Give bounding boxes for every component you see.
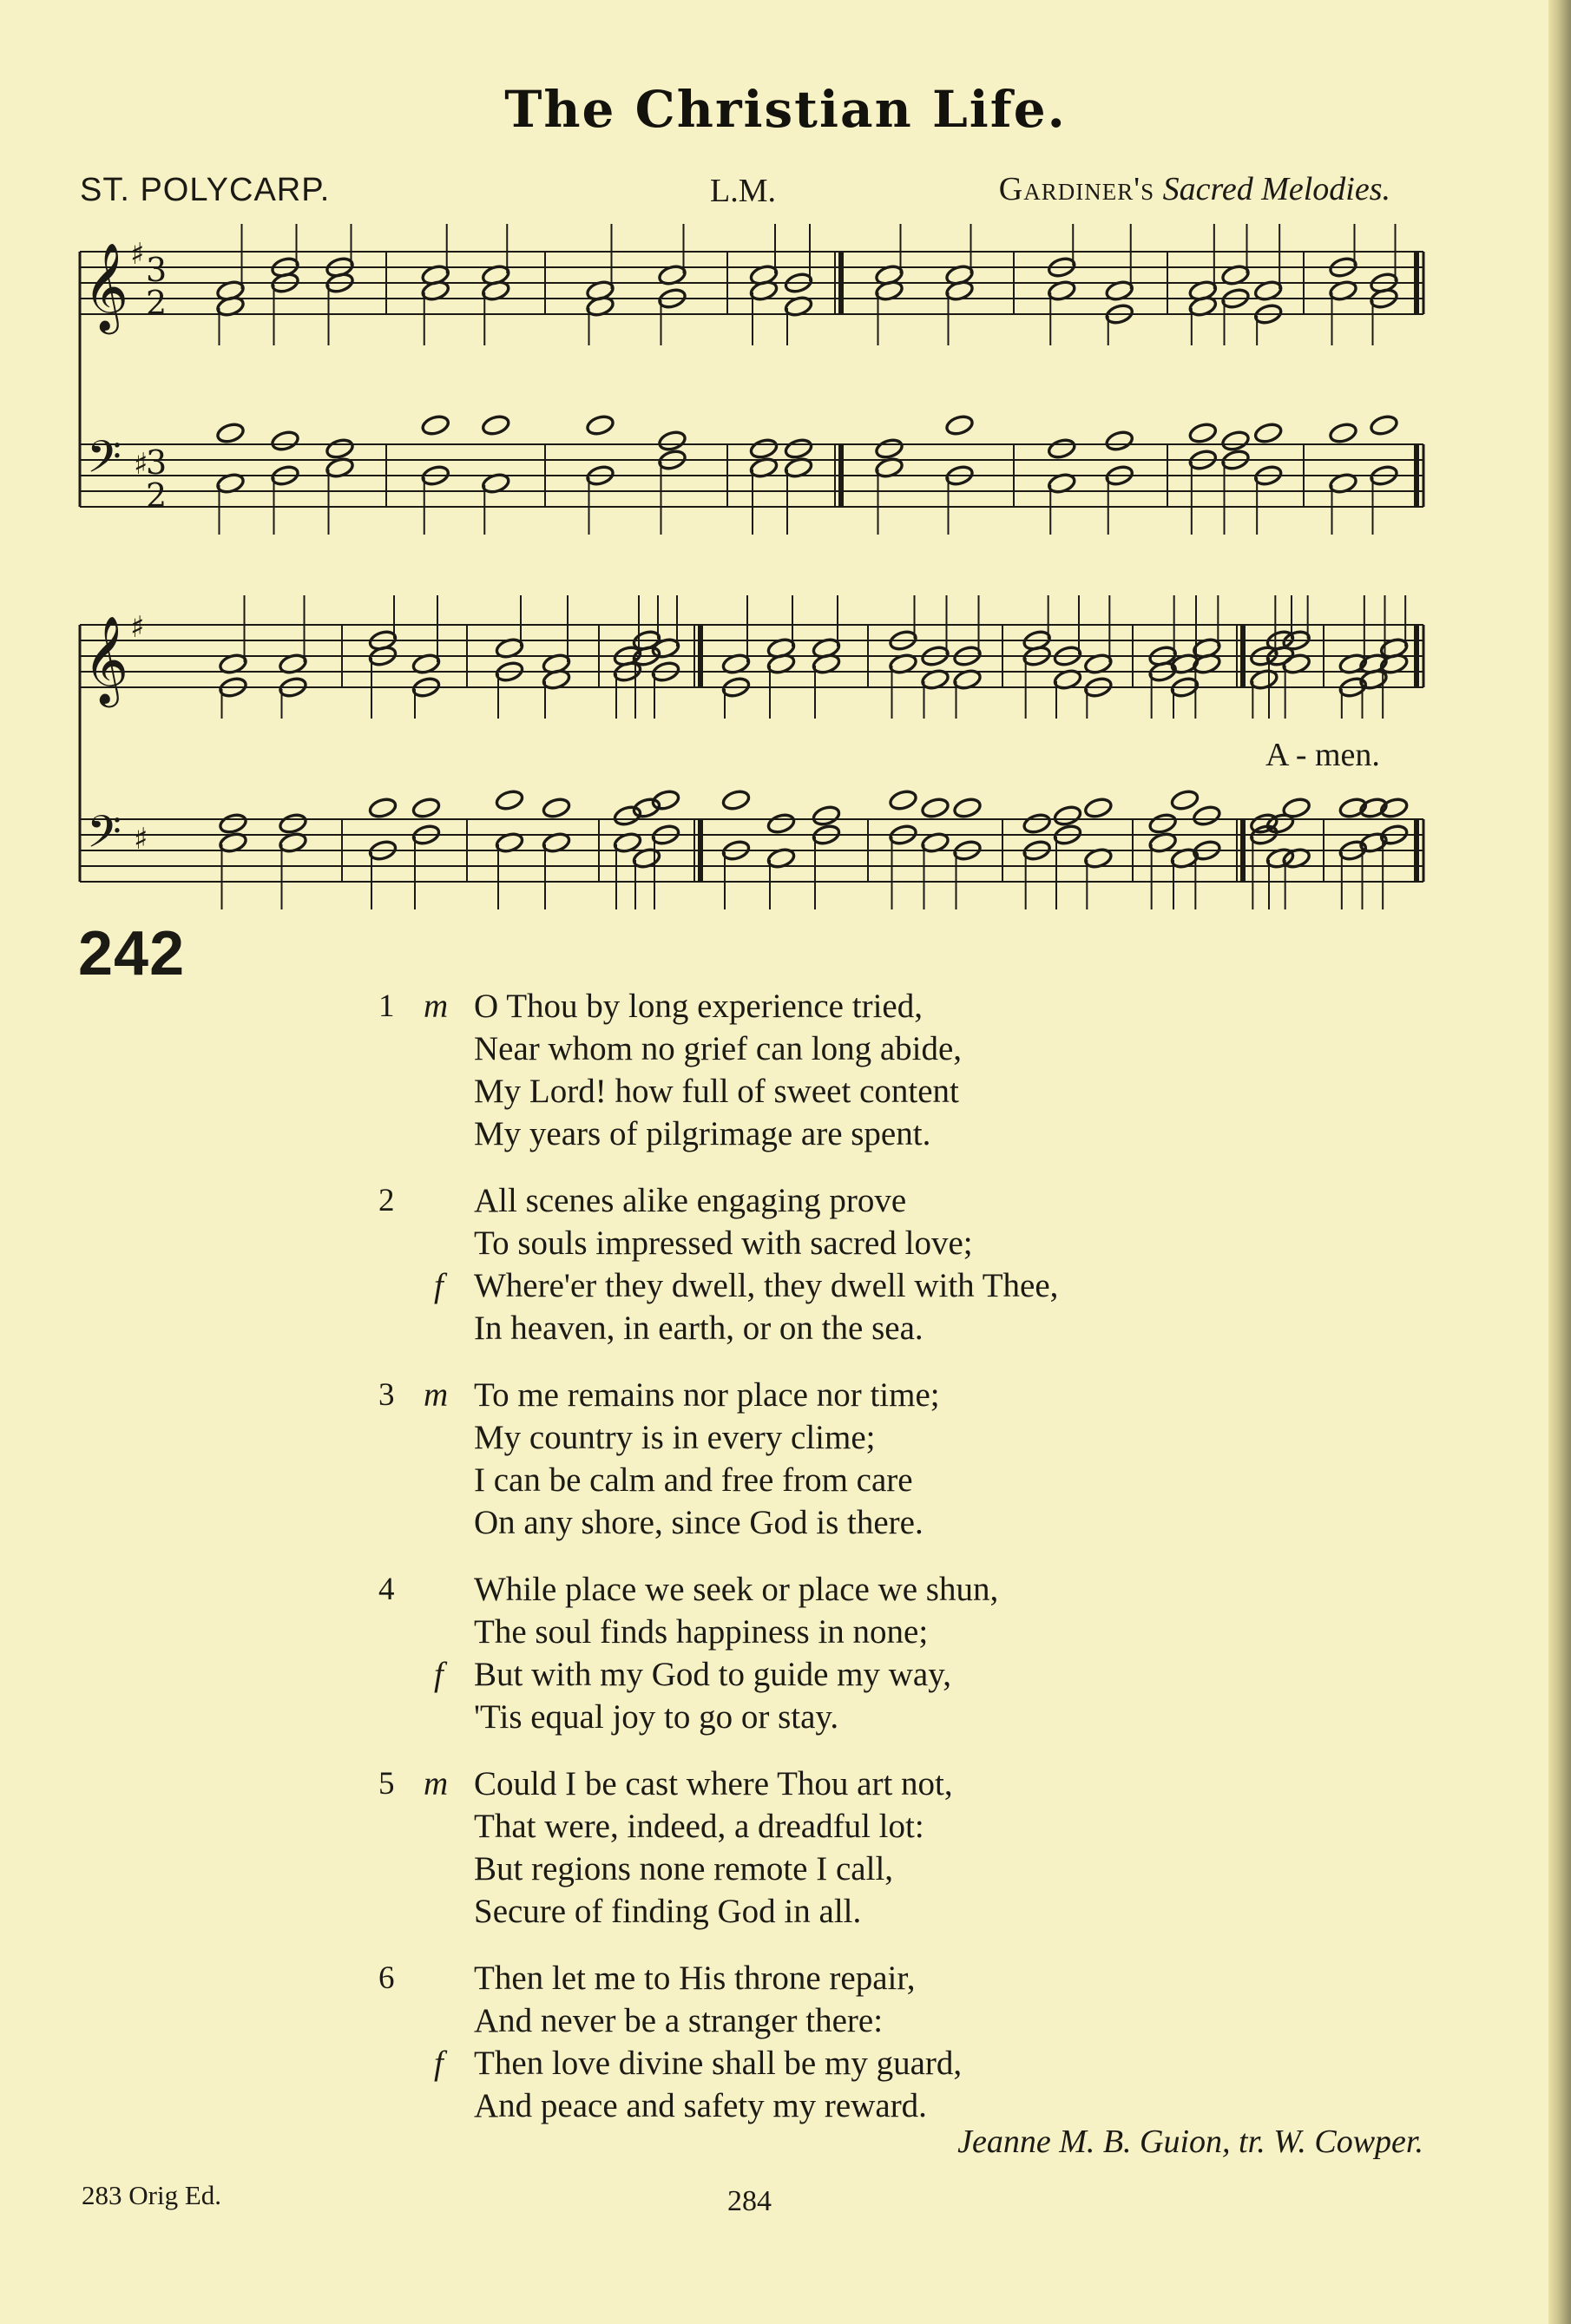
verse-line: I can be calm and free from care <box>474 1461 913 1499</box>
half-note <box>218 812 247 835</box>
half-note <box>1328 422 1357 444</box>
verse-line: Near whom no grief can long abide, <box>474 1030 963 1067</box>
half-note <box>585 414 615 437</box>
verse-line: Could I be cast where Thou art not, <box>474 1765 953 1802</box>
sharp-icon: ♯ <box>134 822 148 857</box>
hymn-number: 242 <box>78 919 186 988</box>
half-note <box>1253 422 1283 444</box>
half-note <box>1083 797 1113 819</box>
half-note <box>1282 797 1311 819</box>
verse-line: Then love divine shall be my guard, <box>474 2045 963 2082</box>
verse-line: Then let me to His throne repair, <box>474 1960 916 1997</box>
attribution: Jeanne M. B. Guion, tr. W. Cowper. <box>957 2124 1423 2160</box>
verse-line: And never be a stranger there: <box>474 2002 884 2039</box>
source-work: Sacred Melodies. <box>1162 171 1390 207</box>
half-note <box>325 437 354 460</box>
verse-line: My years of pilgrimage are spent. <box>474 1115 931 1152</box>
verse-line: The soul finds happiness in none; <box>474 1613 929 1651</box>
dynamic-marking: f <box>434 1656 444 1693</box>
edition-note: 283 Orig Ed. <box>82 2180 222 2210</box>
half-note <box>766 812 796 835</box>
verse-line: But with my God to guide my way, <box>474 1656 951 1693</box>
half-note <box>411 797 441 819</box>
half-note <box>784 437 813 460</box>
running-title: The Christian Life. <box>504 80 1067 139</box>
half-note <box>944 414 974 437</box>
page-number: 284 <box>727 2185 772 2217</box>
verse-number: 1 <box>378 988 395 1024</box>
source-composer: Gardiner's <box>998 171 1155 207</box>
time-signature: 3 <box>146 251 168 289</box>
verse-line: To me remains nor place nor time; <box>474 1376 940 1414</box>
tune-name: ST. POLYCARP. <box>80 172 331 208</box>
half-note <box>421 414 450 437</box>
verse-line: Secure of finding God in all. <box>474 1893 862 1930</box>
time-signature: 3 <box>146 443 168 482</box>
half-note <box>1188 422 1218 444</box>
half-note <box>1105 430 1134 452</box>
verse-line: But regions none remote I call, <box>474 1850 894 1887</box>
half-note <box>481 414 510 437</box>
verse-line: On any shore, since God is there. <box>474 1504 924 1541</box>
verse-line: 'Tis equal joy to go or stay. <box>474 1698 839 1736</box>
half-note <box>368 797 398 819</box>
verse-line: Where'er they dwell, they dwell with Thee, <box>474 1267 1059 1304</box>
half-note <box>888 789 917 811</box>
sharp-icon: ♯ <box>130 610 145 645</box>
half-note <box>749 437 779 460</box>
tune-source <box>999 170 1390 208</box>
half-note <box>1053 804 1082 827</box>
verse-number: 5 <box>378 1766 395 1802</box>
verse-line: In heaven, in earth, or on the sea. <box>474 1310 924 1347</box>
half-note <box>1170 789 1200 811</box>
verse-number: 3 <box>378 1377 395 1413</box>
verse-line: My Lord! how full of sweet content <box>474 1073 959 1110</box>
verse-number: 4 <box>378 1572 395 1607</box>
treble-clef-icon: 𝄞 <box>83 241 129 331</box>
bass-clef-icon: 𝄢 <box>87 430 122 494</box>
half-note <box>542 797 571 819</box>
verse-number: 6 <box>378 1960 395 1996</box>
sharp-icon: ♯ <box>130 237 145 272</box>
amen-lyric: A - men. <box>1265 737 1380 773</box>
meter: L.M. <box>710 173 776 209</box>
half-note <box>1022 812 1052 835</box>
dynamic-marking: f <box>434 1267 444 1304</box>
half-note <box>920 797 950 819</box>
half-note <box>270 430 299 452</box>
half-note <box>215 422 245 444</box>
verse-line: And peace and safety my reward. <box>474 2087 927 2124</box>
time-signature: 2 <box>146 476 168 515</box>
half-note <box>657 430 687 452</box>
verse-number: 2 <box>378 1183 395 1218</box>
half-note <box>1369 414 1398 437</box>
dynamic-marking: f <box>434 2045 444 2082</box>
verse-line: All scenes alike engaging prove <box>474 1182 907 1219</box>
treble-clef-icon: 𝄞 <box>83 614 129 704</box>
verse-line: While place we seek or place we shun, <box>474 1571 999 1608</box>
bass-clef-icon: 𝄢 <box>87 805 122 869</box>
half-note <box>1148 812 1178 835</box>
verse-line: To souls impressed with sacred love; <box>474 1224 973 1262</box>
half-note <box>278 812 307 835</box>
dynamic-marking: m <box>424 1376 449 1414</box>
half-note <box>1192 804 1221 827</box>
half-note <box>812 804 841 827</box>
half-note <box>952 797 982 819</box>
half-note <box>495 789 524 811</box>
dynamic-marking: m <box>424 1765 449 1802</box>
dynamic-marking: m <box>424 988 449 1025</box>
time-signature: 2 <box>146 284 168 322</box>
verse-line: My country is in every clime; <box>474 1419 876 1456</box>
half-note <box>721 789 751 811</box>
half-note <box>874 437 904 460</box>
music-system-1 <box>0 224 1571 588</box>
sharp-icon: ♯ <box>134 447 148 482</box>
verse-line: That were, indeed, a dreadful lot: <box>474 1808 924 1845</box>
verse-line: O Thou by long experience tried, <box>474 988 923 1025</box>
half-note <box>1047 437 1076 460</box>
half-note <box>1220 430 1250 452</box>
